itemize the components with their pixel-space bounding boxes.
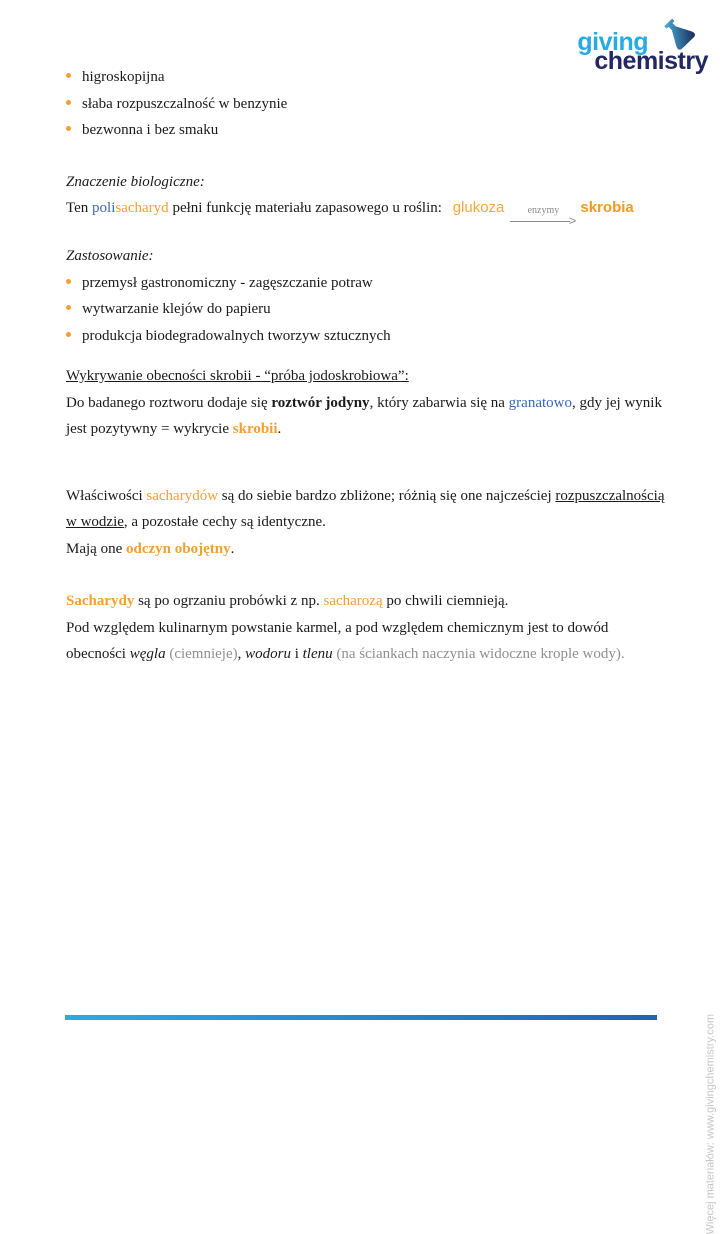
text-segment: odczyn obojętny bbox=[125, 540, 231, 557]
list-item-text: bezwonna i bez smaku bbox=[82, 122, 219, 138]
biological-sentence bbox=[66, 195, 671, 228]
bullet-icon bbox=[66, 332, 71, 337]
document-content bbox=[66, 64, 671, 668]
reaction-arrow-label: enzymy bbox=[527, 205, 560, 216]
footer-accent-bar bbox=[65, 1015, 657, 1020]
arrow-line bbox=[510, 221, 569, 222]
text-segment: po chwili ciemnieją. bbox=[382, 593, 509, 609]
text-segment: Właściwości bbox=[66, 487, 147, 504]
saccharide-properties-line1 bbox=[66, 483, 671, 510]
text-segment: są do siebie bardzo zbliżone; różnią się one najcześciej bbox=[218, 487, 556, 504]
text-segment: , który zabarwia się na bbox=[369, 394, 509, 411]
list-item bbox=[66, 270, 671, 297]
text-segment: roztwór jodyny bbox=[271, 394, 370, 411]
text-segment: Pod względem kulinarnym powstanie karmel, a pod względem chemicznym jest to dowód bbox=[66, 619, 609, 636]
caramelization-line3 bbox=[66, 641, 671, 668]
text-segment: węgla bbox=[129, 646, 166, 662]
text-segment: obecności bbox=[66, 646, 130, 662]
applications-list bbox=[66, 270, 671, 350]
list-item bbox=[66, 117, 671, 144]
text-segment: są po ogrzaniu probówki z np. bbox=[134, 593, 324, 609]
bullet-icon bbox=[66, 126, 71, 131]
bullet-icon bbox=[66, 305, 71, 310]
list-item bbox=[66, 64, 671, 91]
text-segment: Sacharydy bbox=[66, 593, 135, 609]
caramelization-line2 bbox=[66, 615, 671, 642]
text-segment: jest pozytywny = wykrycie bbox=[66, 421, 233, 437]
bullet-icon bbox=[66, 100, 71, 105]
text-segment: . bbox=[230, 540, 235, 557]
list-item-text: wytwarzanie klejów do papieru bbox=[82, 301, 271, 317]
text-segment: sacharydów bbox=[146, 487, 219, 504]
section-heading-biological: Znaczenie biologiczne: bbox=[66, 173, 205, 190]
list-item-text: higroskopijna bbox=[82, 69, 165, 85]
reaction-substrate: glukoza bbox=[452, 199, 505, 216]
physical-properties-list bbox=[66, 64, 671, 144]
list-item-text: słaba rozpuszczalność w benzynie bbox=[82, 95, 288, 112]
text-segment: Ten bbox=[66, 200, 93, 216]
bullet-icon bbox=[66, 279, 71, 284]
text-segment: sacharozą bbox=[323, 593, 383, 609]
text-segment: Do badanego roztworu dodaje się bbox=[66, 394, 272, 411]
reaction-scheme bbox=[452, 195, 634, 228]
bullet-icon bbox=[66, 73, 71, 78]
list-item bbox=[66, 296, 671, 323]
list-item bbox=[66, 91, 671, 118]
text-segment: tlenu bbox=[302, 646, 333, 662]
arrow-head: > bbox=[568, 213, 577, 228]
saccharide-properties-line3 bbox=[66, 536, 671, 563]
footer-watermark: Więcej materiałów: www.givingchemistry.com bbox=[704, 1014, 716, 1234]
text-segment: granatowo bbox=[508, 394, 572, 411]
text-segment: pełni funkcję materiału zapasowego u roślin: bbox=[168, 200, 446, 216]
text-segment: . bbox=[277, 421, 282, 437]
text-segment: skrobii bbox=[232, 421, 278, 437]
section-heading-detection: Wykrywanie obecności skrobii - “próba jodoskrobiowa”: bbox=[66, 368, 409, 384]
text-segment: i bbox=[290, 646, 303, 662]
text-segment: sacharyd bbox=[115, 200, 169, 216]
caramelization-line1 bbox=[66, 588, 671, 615]
text-segment: poli bbox=[92, 200, 116, 216]
text-segment: w wodzie bbox=[66, 514, 124, 530]
list-item-text: przemysł gastronomiczny - zagęszczanie potraw bbox=[82, 274, 373, 291]
list-item bbox=[66, 323, 671, 350]
text-segment: , bbox=[237, 646, 246, 662]
text-segment: , a pozostałe cechy są identyczne. bbox=[123, 514, 326, 530]
text-segment: rozpuszczalnością bbox=[555, 487, 665, 504]
list-item-text: produkcja biodegradowalnych tworzyw sztucznych bbox=[82, 327, 391, 344]
text-segment: (na ściankach naczynia widoczne krople wody). bbox=[336, 646, 625, 662]
detection-paragraph-line2 bbox=[66, 416, 671, 443]
biological-sentence-text bbox=[66, 200, 446, 216]
reaction-product: skrobia bbox=[580, 199, 634, 216]
reaction-arrow-icon bbox=[510, 206, 576, 226]
text-segment: Mają one bbox=[66, 540, 126, 557]
text-segment: (ciemnieje) bbox=[169, 646, 238, 662]
text-segment: , gdy jej wynik bbox=[571, 394, 662, 411]
logo-text-giving: giving bbox=[577, 28, 648, 56]
saccharide-properties-line2 bbox=[66, 509, 671, 536]
detection-paragraph-line1 bbox=[66, 390, 671, 417]
section-heading-applications: Zastosowanie: bbox=[66, 248, 154, 264]
text-segment: wodoru bbox=[245, 646, 291, 662]
logo-text-chemistry: chemistry bbox=[594, 47, 708, 75]
